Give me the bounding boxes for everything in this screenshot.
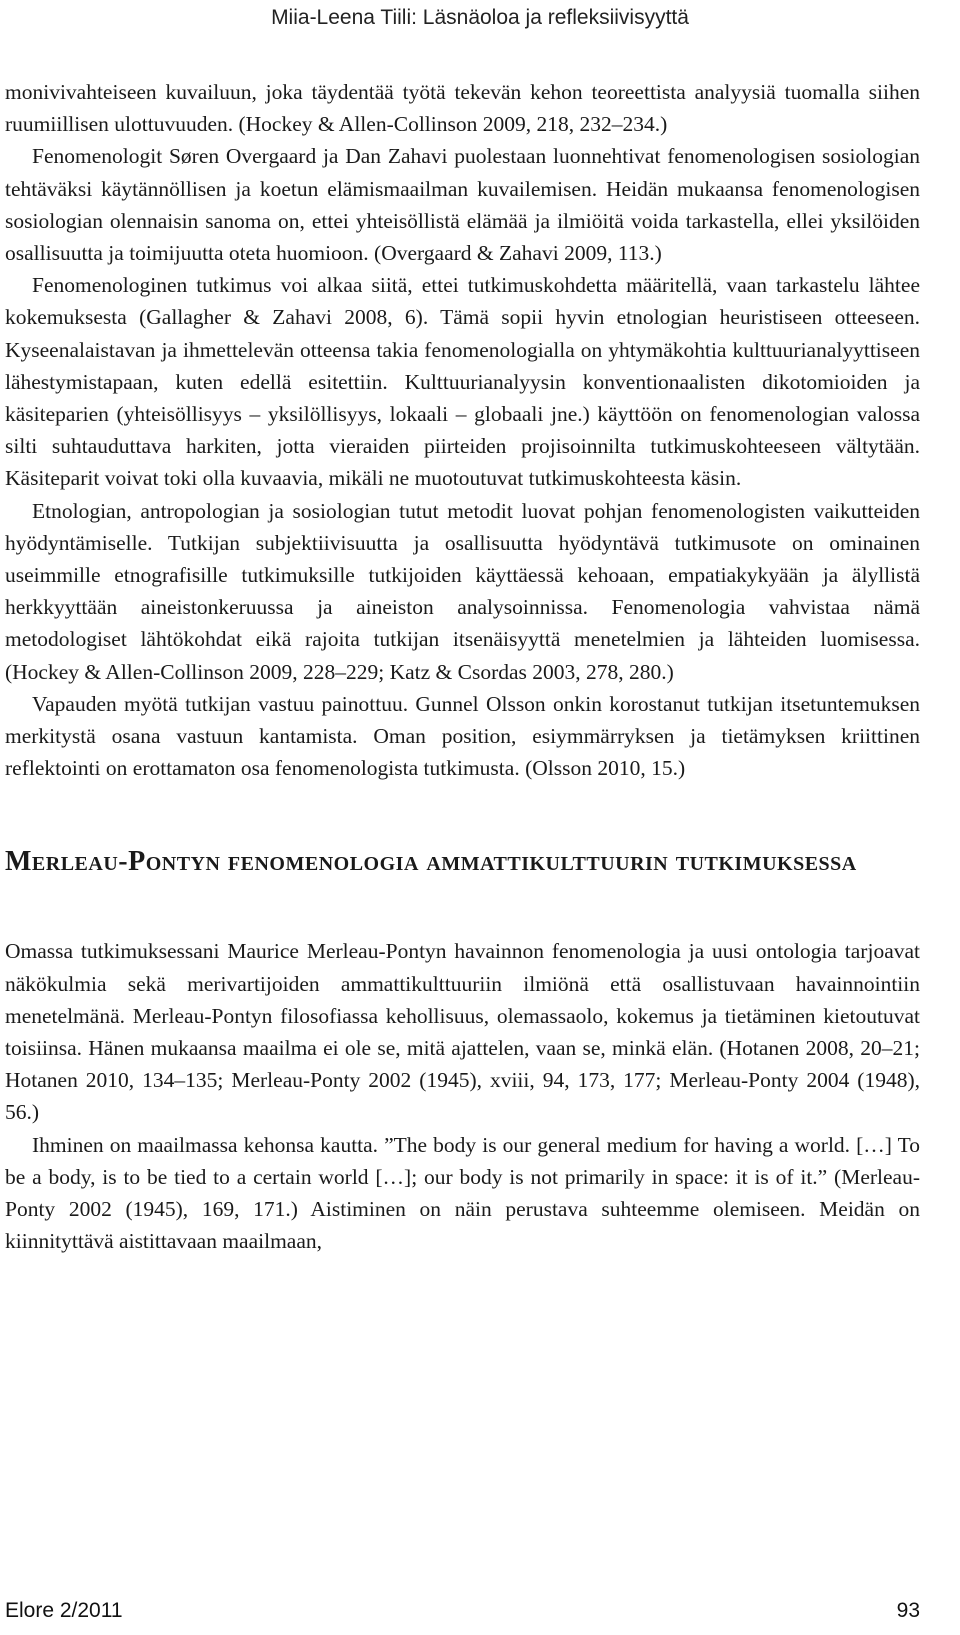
running-header: Miia-Leena Tiili: Läsnäoloa ja refleksiivisyyttä: [271, 6, 689, 29]
page-number: 93: [896, 1599, 920, 1622]
section-heading: Merleau-Pontyn fenomenologia ammattikulttuurin tutkimuksessa: [5, 846, 857, 878]
paragraph-continued: monivivahteiseen kuvailuun, joka täydentää työtä tekevän kehon teoreettista analyysiä tuomalla siihen ruumiillisen ulottuvuuden. (Hockey & Allen-Collinson 2009, 218, 232–234.): [5, 80, 920, 137]
journal-issue: Elore 2/2011: [5, 1599, 123, 1622]
paragraph: Fenomenologinen tutkimus voi alkaa siitä, ettei tutkimuskohdetta määritellä, vaan tarkastelu lähtee kokemuksesta (Gallagher & Zahavi 2008, 6). Tämä sopii hyvin etnologian heuristiseen otteeseen. Kyseenalaistavan ja ihmettelevän otteensa takia fenomenologialla on yhtymäkohtia kulttuurianalyyttiseen lähestymistapaan, kuten edellä esitettiin. Kulttuurianalyysin konventionaalisten dikotomioiden ja käsiteparien (yhteisöllisyys – yksilöllisyys, lokaali – globaali jne.) käyttöön on fenomenologian valossa silti suhtauduttava harkiten, jotta vieraiden piirteiden projisoinnilta tutkimuskohteeseen vältytään. Käsiteparit voivat toki olla kuvaavia, mikäli ne muotoutuvat tutkimuskohteesta käsin.: [5, 273, 920, 491]
paragraph: Etnologian, antropologian ja sosiologian tutut metodit luovat pohjan fenomenologisten vaikutteiden hyödyntämiselle. Tutkijan subjektiivisuutta ja osallisuutta hyödyntävä tutkimusote on ominainen useimmille etnografisille tutkimuksille tutkijoiden käyttäessä kehoaan, empatiakykyään ja älyllistä herkkyyttään aineistonkeruussa ja aineiston analysoinnissa. Fenomenologia vahvistaa nämä metodologiset lähtökohdat eikä rajoita tutkijan itsenäisyyttä menetelmien ja lähteiden luomisessa. (Hockey & Allen-Collinson 2009, 228–229; Katz & Csordas 2003, 278, 280.): [5, 498, 920, 684]
paragraph: Omassa tutkimuksessani Maurice Merleau-Pontyn havainnon fenomenologia ja uusi ontologia tarjoavat näkökulmia sekä merivartijoiden ammattikulttuuriin ilmiönä että osallistuvaan havainnointiin menetelmänä. Merleau-Pontyn filosofiassa kehollisuus, olemassaolo, kokemus ja tietäminen kietoutuvat toisiinsa. Hänen mukaansa maailma ei ole se, mitä ajattelen, vaan se, minkä elän. (Hotanen 2008, 20–21; Hotanen 2010, 134–135; Merleau-Ponty 2002 (1945), xviii, 94, 173, 177; Merleau-Ponty 2004 (1948), 56.): [5, 939, 920, 1125]
paragraph: Fenomenologit Søren Overgaard ja Dan Zahavi puolestaan luonnehtivat fenomenologisen sosiologian tehtäväksi käytännöllisen ja koetun elämismaailman kuvailemisen. Heidän mukaansa fenomenologisen sosiologian olennaisin sanoma on, ettei yhteisöllistä elämää ja ilmiöitä voida tarkastella, ellei yksilöiden osallisuutta ja toimijuutta oteta huomioon. (Overgaard & Zahavi 2009, 113.): [5, 144, 920, 266]
paragraph: Vapauden myötä tutkijan vastuu painottuu. Gunnel Olsson onkin korostanut tutkijan itsetuntemuksen merkitystä osana vastuun kantamista. Oman position, esiymmärryksen ja tietämyksen kriittinen reflektointi on erottamaton osa fenomenologista tutkimusta. (Olsson 2010, 15.): [5, 691, 920, 781]
paragraph: Ihminen on maailmassa kehonsa kautta. ”The body is our general medium for having a world. […] To be a body, is to be tied to a certain world […]; our body is not primarily in space: it is of it.” (Merleau-Ponty 2002 (1945), 169, 171.) Aistiminen on näin perustava suhteemme olemiseen. Meidän on kiinnityttävä aistittavaan maailmaan,: [5, 1132, 920, 1254]
article-body: [5, 76, 920, 1258]
